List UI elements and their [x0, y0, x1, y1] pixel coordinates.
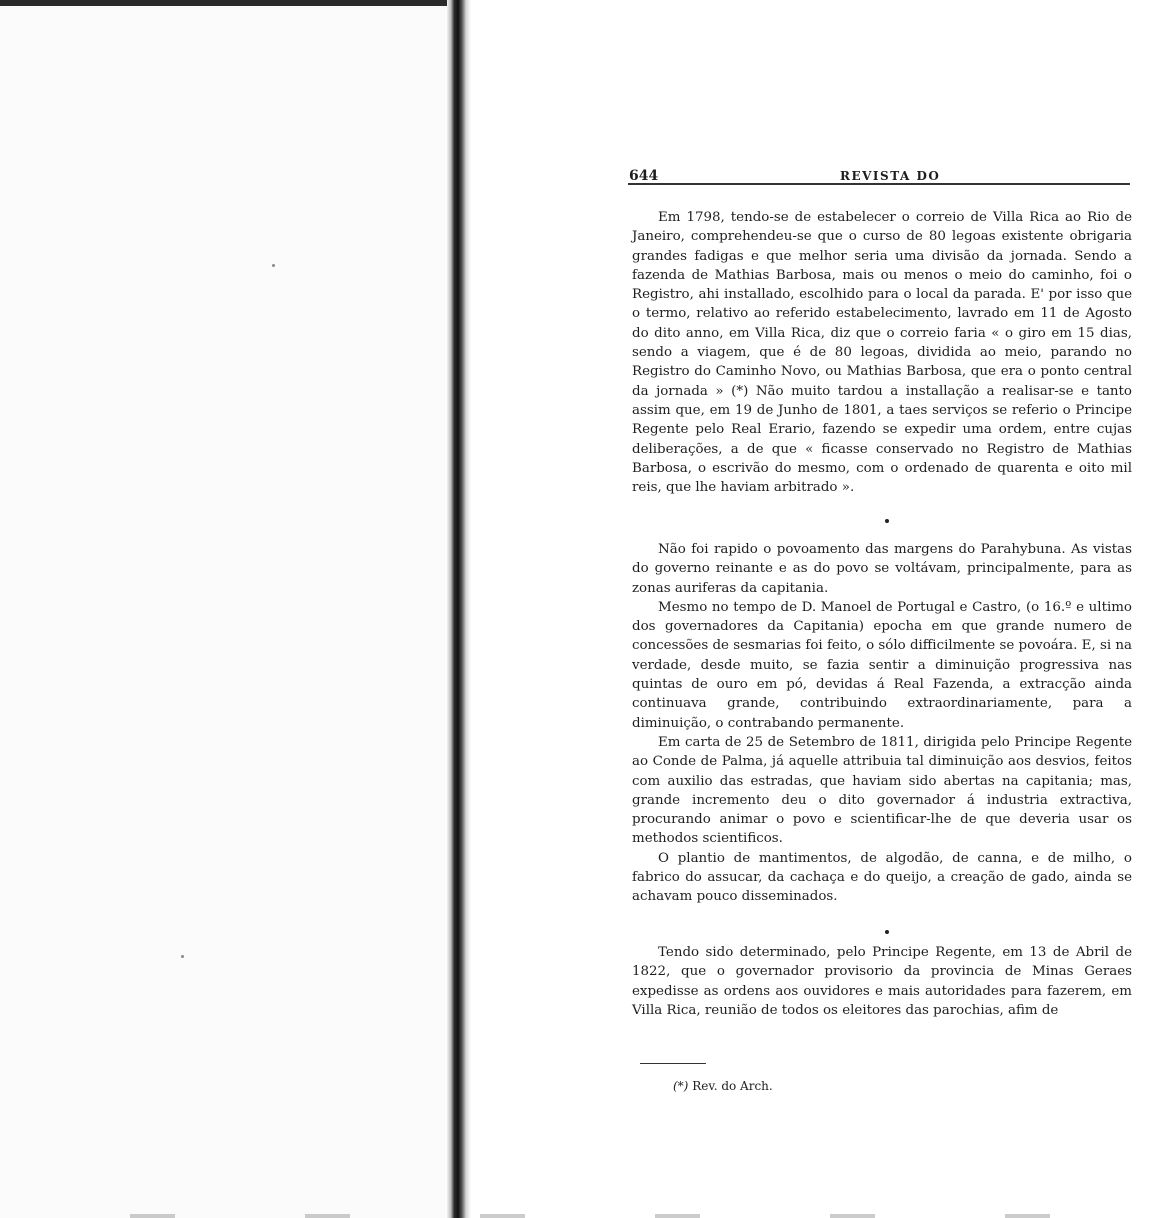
paragraph: Tendo sido determinado, pelo Principe Regente, em 13 de Abril de 1822, que o governador provisorio da provincia de Minas Geraes expedisse as ordens aos ouvidores e mais autoridades para fazerem, em Villa Rica, reunião de todos os eleitores das parochias, afim de [632, 945, 1132, 1018]
paragraph: Em 1798, tendo-se de estabelecer o correio de Villa Rica ao Rio de Janeiro, comprehendeu-se que o curso de 80 legoas existente obrigaria grandes fadigas e que melhor seria uma divisão da jornada. Sendo a fazenda de Mathias Barbosa, mais ou menos o meio do caminho, foi o Registro, ahi installado, escolhido para o local da parada. E' por isso que o termo, relativo ao referido estabelecimento, lavrado em 11 de Agosto do dito anno, em Villa Rica, diz que o correio faria « o giro em 15 dias, sendo a viagem, que é de 80 legoas, dividida ao meio, parando no Registro do Caminho Novo, ou Mathias Barbosa, que era o ponto central da jornada » (*) Não muito tardou a installação a realisar-se e tanto assim que, em 19 de Junho de 1801, a taes serviços se referio o Principe Regente pelo Real Erario, fazendo se expedir uma ordem, entre cujas deliberações, a de que « ficasse conservado no Registro de Mathias Barbosa, o escrivão do mesmo, com o ordenado de quarenta e oito mil reis, que lhe haviam arbitrado ». [632, 210, 1132, 496]
book-gutter [447, 0, 471, 1218]
paragraph: Não foi rapido o povoamento das margens do Parahybuna. As vistas do governo reinante e as do povo se voltávam, principalmente, para as zonas auriferas da capitania. [632, 542, 1132, 596]
body-section-1 [632, 208, 1132, 497]
section-separator [885, 519, 889, 523]
paragraph: Em carta de 25 de Setembro de 1811, dirigida pelo Principe Regente ao Conde de Palma, já aquelle attribuia tal diminuição aos desvios, feitos com auxilio das estradas, que haviam sido abertas na capitania; mas, grande incremento deu o dito governador á industria extractiva, procurando animar o povo e scientificar-lhe de que deveria usar os methodos scientificos. [632, 734, 1132, 847]
body-section-3 [632, 943, 1132, 1020]
paragraph: Mesmo no tempo de D. Manoel de Portugal e Castro, (o 16.º e ultimo dos governadores da Capitania) epocha em que grande numero de concessões de sesmarias foi feito, o sólo difficilmente se povoára. E, si na verdade, desde muito, se fazia sentir a diminuição progressiva nas quintas de ouro em pó, devidas á Real Fazenda, a extracção ainda continuava grande, contribuindo extraordinariamente, para a diminuição, o contrabando permanente. [632, 599, 1132, 731]
footnote-text: Rev. do Arch. [692, 1079, 773, 1093]
blank-left-page [0, 0, 452, 1218]
paper-speck [272, 264, 275, 267]
body-section-2 [632, 540, 1132, 907]
top-edge-shadow [0, 0, 460, 6]
running-head: REVISTA DO [840, 169, 941, 183]
footnote-rule [640, 1063, 706, 1064]
header-rule [628, 183, 1130, 185]
paper-speck [181, 955, 184, 958]
footnote [673, 1079, 773, 1093]
page-number: 644 [629, 168, 659, 184]
paragraph: O plantio de mantimentos, de algodão, de canna, e de milho, o fabrico do assucar, da cachaça e do queijo, a creação de gado, ainda se achavam pouco disseminados. [632, 850, 1132, 905]
section-separator [885, 930, 889, 934]
footnote-marker: (*) [673, 1079, 689, 1093]
bottom-edge-marks [0, 1214, 1164, 1218]
